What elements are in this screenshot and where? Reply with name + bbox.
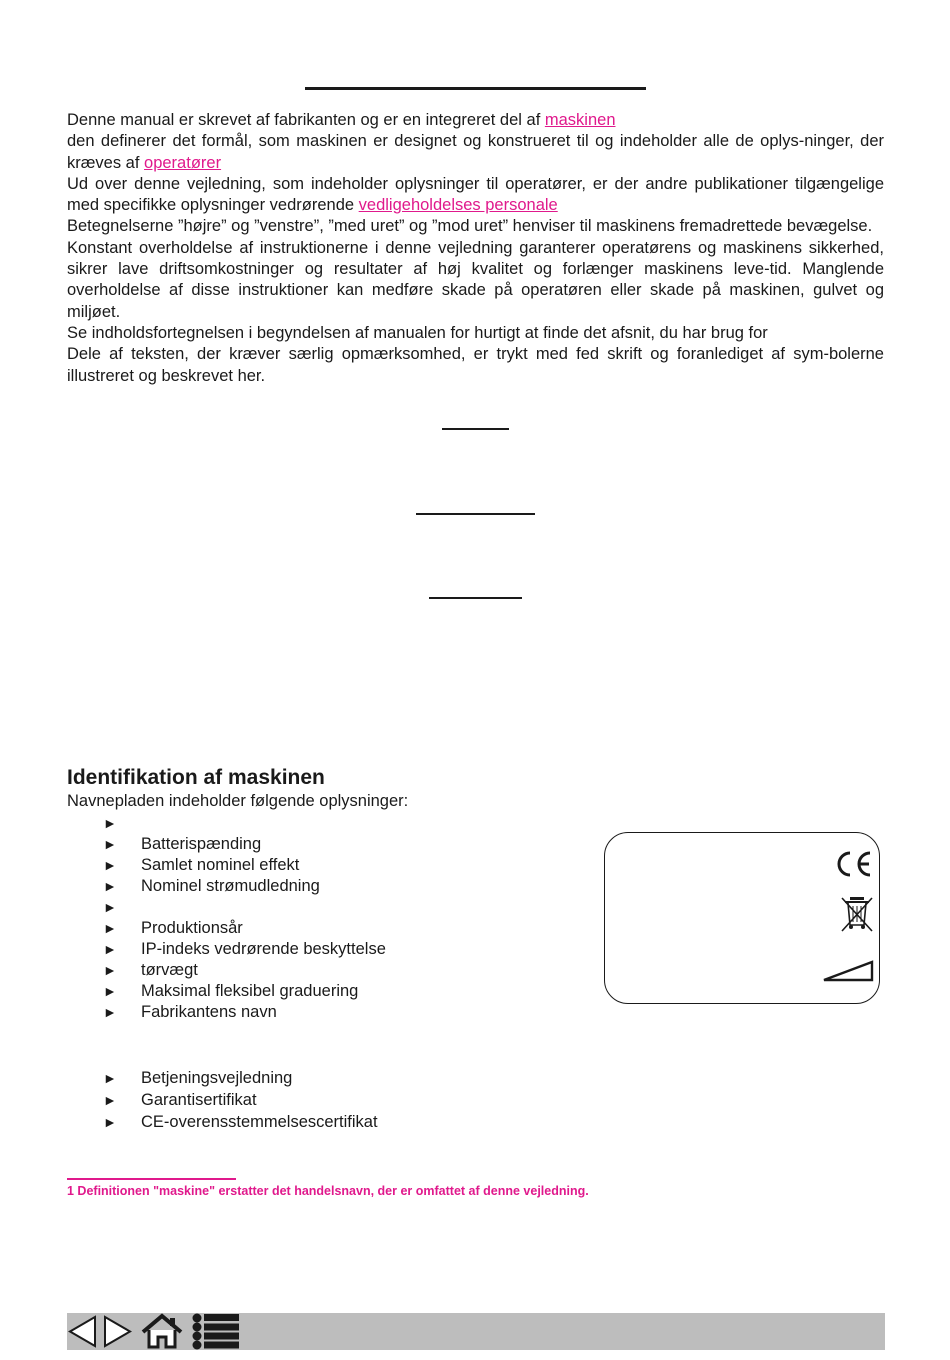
footnote-text: 1 Definitionen "maskine" erstatter det handelsnavn, der er omfattet af denne vejledning.: [67, 1184, 589, 1198]
intro-paragraph-3: Ud over denne vejledning, som indeholder oplysninger til operatører, er der andre publikationer tilgængelige med specifikke oplysninger vedrørende vedligeholdelses personale: [67, 174, 884, 215]
navigation-bar: [67, 1313, 885, 1350]
list-item: ► tørvægt: [103, 961, 198, 979]
arrow-right-icon: ►: [103, 1004, 117, 1020]
intro-text: [67, 110, 884, 387]
arrow-right-icon: ►: [103, 962, 117, 978]
list-item: ► IP-indeks vedrørende beskyttelse: [103, 940, 386, 958]
symbol-rule-2: [416, 513, 535, 515]
symbol-rule-1: [442, 428, 509, 430]
section-heading: Identifikation af maskinen: [67, 766, 325, 789]
gradient-slope-icon: [822, 959, 876, 983]
link-maskinen[interactable]: maskinen: [544, 111, 616, 129]
nameplate-items-list: [103, 813, 386, 1023]
link-operatorer[interactable]: operatører: [144, 153, 222, 172]
arrow-right-icon: ►: [103, 815, 117, 831]
footnote-rule: [67, 1178, 236, 1180]
arrow-right-icon: ►: [103, 920, 117, 936]
intro-paragraph-5: Konstant overholdelse af instruktionerne i denne vejledning garanterer operatørens og maskinens sikkerhed, sikrer lave driftsomkostninger og resultater af høj kvalitet og forlænger maskinens leve-tid. Manglende overholdelse af disse instruktioner kan medføre skade på operatøren eller skade på maskinen, gulvet og miljøet.: [67, 238, 884, 321]
list-item: ► Produktionsår: [103, 919, 243, 937]
intro-paragraph-6: Se indholdsfortegnelsen i begyndelsen af manualen for hurtigt at finde det afsnit, du har brug for: [67, 323, 768, 342]
list-item: ► CE-overensstemmelsescertifikat: [103, 1113, 378, 1131]
list-item: ► Batterispænding: [103, 835, 262, 853]
arrow-right-icon: ►: [103, 1092, 117, 1108]
symbol-rule-3: [429, 597, 522, 599]
ce-mark-icon: [833, 849, 873, 879]
previous-page-icon[interactable]: [67, 1313, 99, 1350]
list-item: [103, 897, 386, 918]
next-page-icon[interactable]: [101, 1313, 133, 1350]
intro-paragraph-1: Denne manual er skrevet af fabrikanten og er en integreret del af maskinen: [67, 111, 616, 129]
table-of-contents-icon[interactable]: [191, 1313, 241, 1350]
arrow-right-icon: ►: [103, 878, 117, 894]
list-item: ► Maksimal fleksibel graduering: [103, 982, 359, 1000]
list-item: ► Betjeningsvejledning: [103, 1069, 293, 1087]
list-item: [103, 813, 386, 834]
arrow-right-icon: ►: [103, 1114, 117, 1130]
arrow-right-icon: ►: [103, 899, 117, 915]
documents-list: [103, 1067, 378, 1133]
nameplate-illustration: [604, 832, 880, 1004]
arrow-right-icon: ►: [103, 836, 117, 852]
list-item: ► Garantisertifikat: [103, 1091, 257, 1109]
home-icon[interactable]: [140, 1313, 184, 1350]
intro-paragraph-4: Betegnelserne ”højre” og ”venstre”, ”med uret” og ”mod uret” henviser til maskinens fremadrettede bevægelse.: [67, 217, 873, 236]
list-item: ► Fabrikantens navn: [103, 1003, 277, 1021]
weee-bin-icon: [839, 895, 875, 933]
arrow-right-icon: ►: [103, 857, 117, 873]
list-item: ► Nominel strømudledning: [103, 877, 320, 895]
link-vedligeholdelses-personale[interactable]: vedligeholdelses personale: [358, 196, 558, 215]
arrow-right-icon: ►: [103, 983, 117, 999]
arrow-right-icon: ►: [103, 941, 117, 957]
intro-paragraph-7: Dele af teksten, der kræver særlig opmærksomhed, er trykt med fed skrift og foranlediget af sym-bolerne illustreret og beskrevet her.: [67, 345, 884, 385]
list-item: ► Samlet nominel effekt: [103, 856, 300, 874]
title-rule: [305, 87, 646, 90]
section-subtext: Navnepladen indeholder følgende oplysninger:: [67, 792, 409, 810]
arrow-right-icon: ►: [103, 1070, 117, 1086]
intro-paragraph-2: den definerer det formål, som maskinen er designet og konstrueret til og indeholder alle de oplys-ninger, der kræves af operatører: [67, 132, 884, 172]
